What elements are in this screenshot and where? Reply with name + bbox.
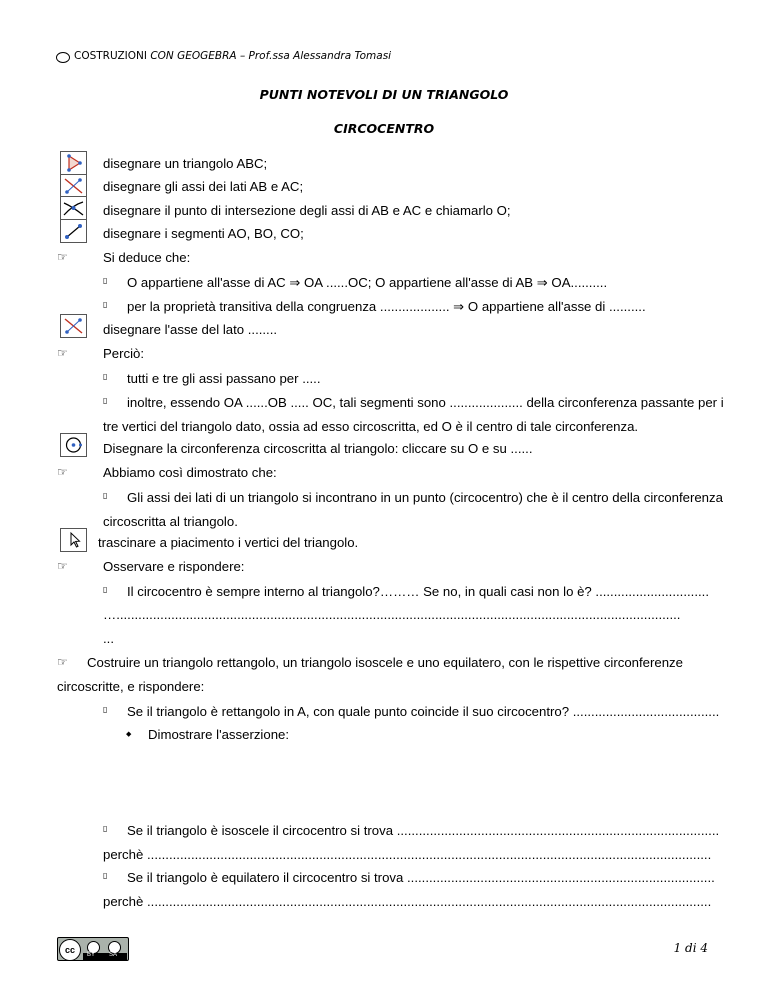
box-bullet-icon: ▯: [103, 871, 108, 880]
step-6: Disegnare la circonferenza circoscritta al triangolo: cliccare su O e su ......: [103, 441, 533, 456]
bullet-hand-icon: ☞: [57, 559, 68, 573]
move-tool-icon: [60, 528, 87, 552]
bullet-hand-icon: ☞: [57, 346, 68, 360]
diamond-bullet-icon: ◆: [126, 730, 132, 738]
step-7: trascinare a piacimento i vertici del triangolo.: [98, 535, 359, 550]
question-2-perche: perchè ..........................................................................................................................................................: [103, 847, 712, 862]
document-subtitle: CIRCOCENTRO: [333, 121, 435, 136]
intersect-tool-icon: [60, 196, 87, 220]
segment-tool-icon: [60, 219, 87, 243]
license-by-label: BY: [87, 952, 96, 958]
cc-icon: cc: [59, 939, 81, 961]
license-label-bar: [83, 953, 127, 960]
header-prefix: COSTRUZIONI: [74, 50, 151, 62]
deduce-item-2: per la proprietà transitiva della congruenza ................... ⇒ O appartiene all'asse di ..........: [127, 299, 646, 314]
box-bullet-icon: ▯: [103, 705, 108, 714]
header-ellipse-icon: [56, 52, 70, 63]
step-1: disegnare un triangolo ABC;: [103, 156, 268, 171]
box-bullet-icon: ▯: [103, 396, 108, 405]
bullet-hand-icon: ☞: [57, 250, 68, 264]
circle-center-point-tool-icon: [60, 433, 87, 457]
box-bullet-icon: ▯: [103, 585, 108, 594]
question-3-perche: perchè ..........................................................................................................................................................: [103, 894, 712, 909]
dimostrato-item-1: Gli assi dei lati di un triangolo si incontrano in un punto (circocentro) che è il centro della circonferenza: [127, 490, 723, 505]
costruire-line-2: circoscritte, e rispondere:: [57, 679, 205, 694]
dimostrato-label: Abbiamo così dimostrato che:: [103, 465, 277, 480]
deduce-item-1: O appartiene all'asse di AC ⇒ OA ......OC; O appartiene all'asse di AB ⇒ OA..........: [127, 275, 608, 290]
box-bullet-icon: ▯: [103, 491, 108, 500]
deduce-label: Si deduce che:: [103, 250, 191, 265]
box-bullet-icon: ▯: [103, 824, 108, 833]
perpendicular-bisector-tool-icon: [60, 174, 87, 198]
question-3: Se il triangolo è equilatero il circocentro si trova ....................................................................................: [127, 870, 715, 885]
percio-label: Perciò:: [103, 346, 145, 361]
box-bullet-icon: ▯: [103, 276, 108, 285]
dimostrato-item-1-cont: circoscritta al triangolo.: [103, 514, 238, 529]
costruire-line-1: Costruire un triangolo rettangolo, un triangolo isoscele e uno equilatero, con le rispettive circonferenze: [87, 655, 683, 670]
osservare-item-1: Il circocentro è sempre interno al triangolo?……… Se no, in quali casi non lo è? ...............................: [127, 584, 709, 599]
bullet-hand-icon: ☞: [57, 465, 68, 479]
percio-item-2: inoltre, essendo OA ......OB ..... OC, tali segmenti sono .................... della circonferenza passante per i: [127, 395, 724, 410]
percio-item-2-cont: tre vertici del triangolo dato, ossia ad esso circoscritta, ed O è il centro di tale circonferenza.: [103, 419, 639, 434]
creative-commons-license-badge: [57, 937, 129, 961]
step-5: disegnare l'asse del lato ........: [103, 322, 278, 337]
osservare-item-1-cont2: ...: [103, 631, 114, 646]
osservare-label: Osservare e rispondere:: [103, 559, 245, 574]
box-bullet-icon: ▯: [103, 372, 108, 381]
step-3: disegnare il punto di intersezione degli assi di AB e AC e chiamarlo O;: [103, 203, 511, 218]
license-sa-label: SA: [109, 952, 118, 958]
document-title: PUNTI NOTEVOLI DI UN TRIANGOLO: [259, 87, 509, 102]
page-header: [74, 50, 391, 62]
question-2: Se il triangolo è isoscele il circocentro si trova ........................................................................................: [127, 823, 720, 838]
step-2: disegnare gli assi dei lati AB e AC;: [103, 179, 304, 194]
box-bullet-icon: ▯: [103, 300, 108, 309]
question-1-sub: Dimostrare l'asserzione:: [148, 727, 290, 742]
header-italic: CON GEOGEBRA – Prof.ssa Alessandra Tomasi: [150, 50, 392, 62]
polygon-tool-icon: [60, 151, 87, 175]
step-4: disegnare i segmenti AO, BO, CO;: [103, 226, 304, 241]
bullet-hand-icon: ☞: [57, 655, 68, 669]
percio-item-1: tutti e tre gli assi passano per .....: [127, 371, 321, 386]
page-number: 1 di 4: [673, 941, 708, 955]
osservare-item-1-cont: …..........................................................................................................................................................: [103, 607, 681, 622]
question-1: Se il triangolo è rettangolo in A, con quale punto coincide il suo circocentro? ........................................: [127, 704, 720, 719]
perpendicular-bisector-tool-icon: [60, 314, 87, 338]
